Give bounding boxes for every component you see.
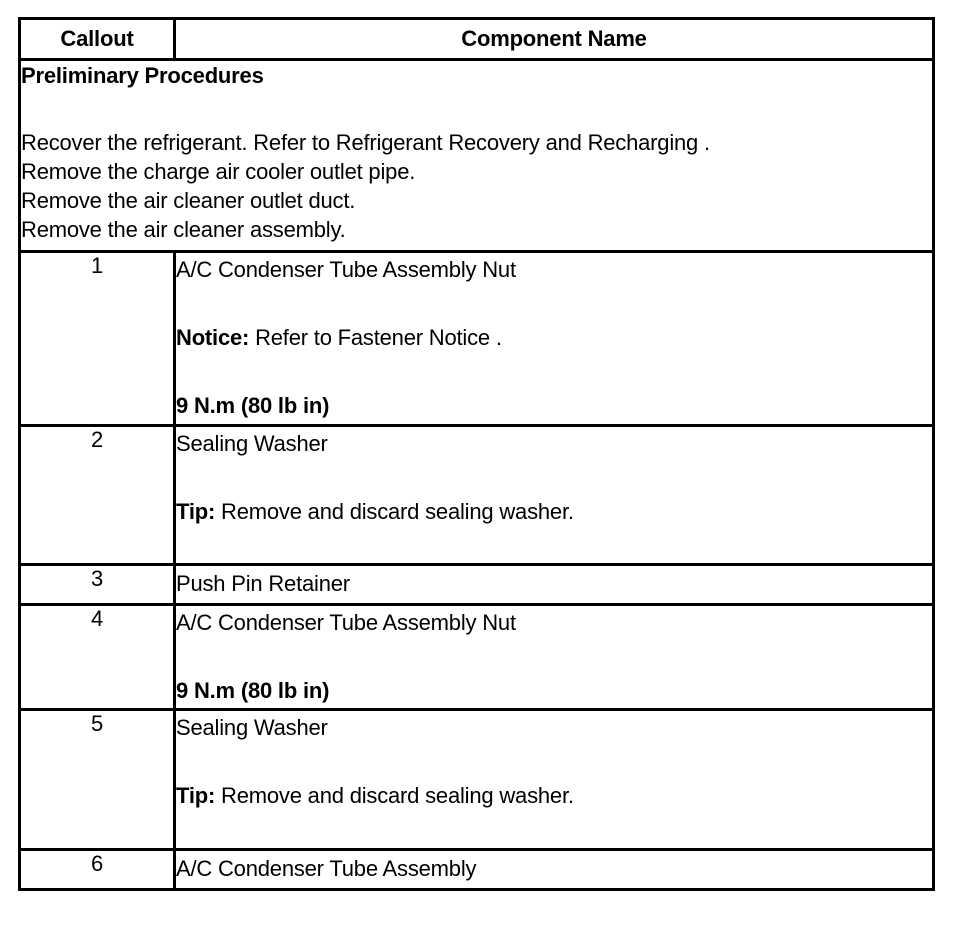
note-label: Notice: — [176, 325, 250, 350]
callout-number: 5 — [20, 710, 175, 850]
component-cell — [175, 565, 934, 605]
note-label: Tip: — [176, 783, 216, 808]
torque-spec: 9 N.m (80 lb in) — [176, 678, 330, 703]
column-header-component-name: Component Name — [175, 19, 934, 60]
note-text: Remove and discard sealing washer. — [215, 499, 574, 524]
component-name: A/C Condenser Tube Assembly Nut — [176, 610, 516, 635]
component-name: Sealing Washer — [176, 431, 328, 456]
component-cell — [175, 605, 934, 710]
note-text: Refer to Fastener Notice . — [249, 325, 502, 350]
table-row — [20, 850, 934, 890]
component-cell — [175, 426, 934, 565]
column-header-callout: Callout — [20, 19, 175, 60]
component-note — [176, 495, 932, 529]
component-cell — [175, 710, 934, 850]
preliminary-step: Remove the air cleaner outlet duct. — [21, 188, 356, 213]
preliminary-procedures — [20, 60, 934, 252]
callout-number: 3 — [20, 565, 175, 605]
torque-spec: 9 N.m (80 lb in) — [176, 393, 330, 418]
table-header-row — [20, 19, 934, 60]
component-note — [176, 779, 932, 813]
preliminary-row — [20, 60, 934, 252]
component-cell — [175, 850, 934, 890]
table-row — [20, 252, 934, 426]
component-table — [18, 17, 935, 891]
callout-number: 6 — [20, 850, 175, 890]
preliminary-step: Remove the charge air cooler outlet pipe. — [21, 159, 416, 184]
table-row — [20, 710, 934, 850]
component-name: A/C Condenser Tube Assembly — [176, 856, 477, 881]
table-row — [20, 565, 934, 605]
component-cell — [175, 252, 934, 426]
component-name: Sealing Washer — [176, 715, 328, 740]
preliminary-title: Preliminary Procedures — [21, 63, 264, 88]
callout-number: 1 — [20, 252, 175, 426]
note-text: Remove and discard sealing washer. — [215, 783, 574, 808]
component-name: Push Pin Retainer — [176, 571, 350, 596]
component-note — [176, 321, 932, 355]
callout-number: 2 — [20, 426, 175, 565]
callout-number: 4 — [20, 605, 175, 710]
note-label: Tip: — [176, 499, 216, 524]
table-row — [20, 426, 934, 565]
component-name: A/C Condenser Tube Assembly Nut — [176, 257, 516, 282]
preliminary-step: Recover the refrigerant. Refer to Refrigerant Recovery and Recharging . — [21, 130, 710, 155]
preliminary-step: Remove the air cleaner assembly. — [21, 217, 346, 242]
table-row — [20, 605, 934, 710]
